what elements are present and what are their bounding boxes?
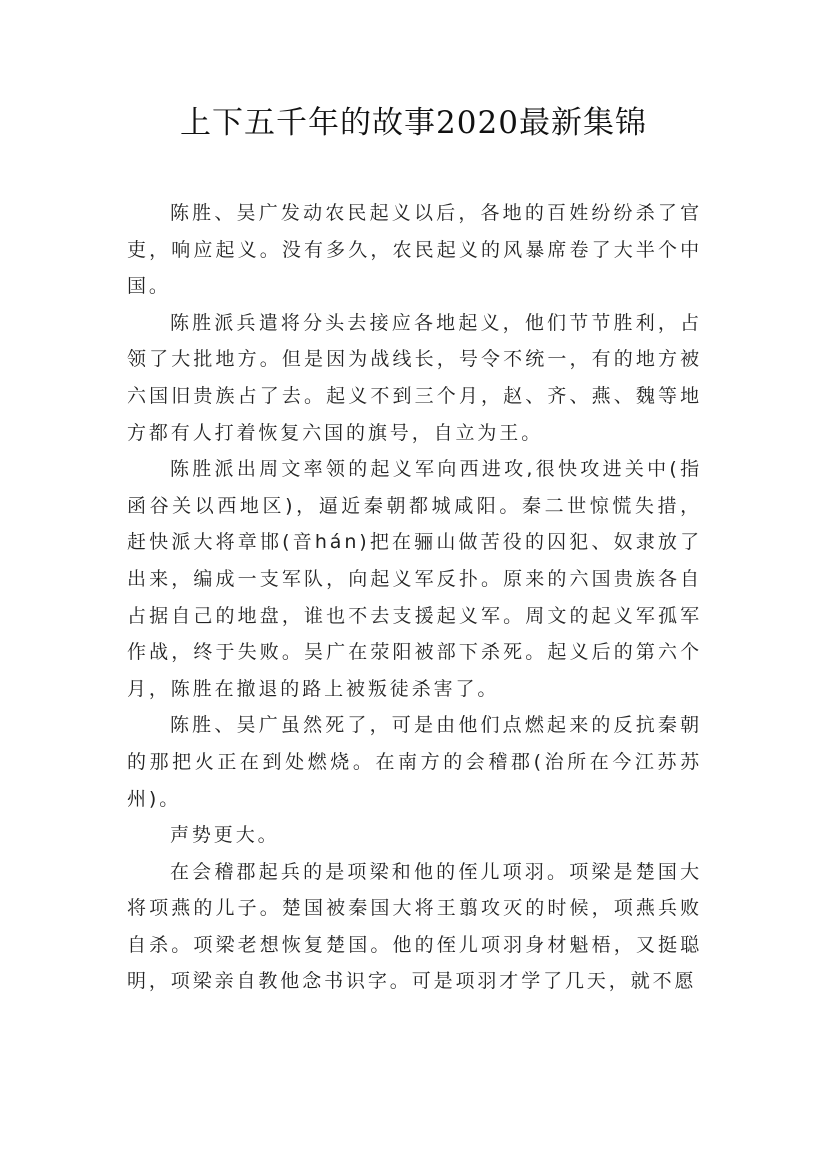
paragraph: 陈胜、吴广发动农民起义以后，各地的百姓纷纷杀了官吏，响应起义。没有多久，农民起义的风暴席卷了大半个中国。 [127, 202, 702, 298]
paragraph: 声势更大。 [170, 824, 280, 847]
paragraph: 陈胜派出周文率领的起义军向西进攻,很快攻进关中(指函谷关以西地区)，逼近秦朝都城咸阳。秦二世惊慌失措，赶快派大将章邯(音hán)把在骊山做苦役的囚犯、奴隶放了出来，编成一支军队，向起义军反扑。原来的六国贵族各自占据自己的地盘，谁也不去支援起义军。周文的起义军孤军作战，终于失败。吴广在荥阳被部下杀死。起义后的第六个月，陈胜在撤退的路上被叛徒杀害了。 [127, 458, 702, 700]
paragraph: 在会稽郡起兵的是项梁和他的侄儿项羽。项梁是楚国大将项燕的儿子。楚国被秦国大将王翦攻灭的时候，项燕兵败自杀。项梁老想恢复楚国。他的侄儿项羽身材魁梧，又挺聪明，项梁亲自教他念书识字。可是项羽才学了几天，就不愿 [127, 860, 702, 993]
document-title: 上下五千年的故事2020最新集锦 [180, 105, 647, 141]
paragraph: 陈胜、吴广虽然死了，可是由他们点燃起来的反抗秦朝的那把火正在到处燃烧。在南方的会稽郡(治所在今江苏苏州)。 [127, 714, 702, 810]
document-body [127, 195, 702, 1000]
paragraph: 陈胜派兵遣将分头去接应各地起义，他们节节胜利，占领了大批地方。但是因为战线长，号令不统一，有的地方被六国旧贵族占了去。起义不到三个月，赵、齐、燕、魏等地方都有人打着恢复六国的旗号，自立为王。 [127, 311, 702, 444]
